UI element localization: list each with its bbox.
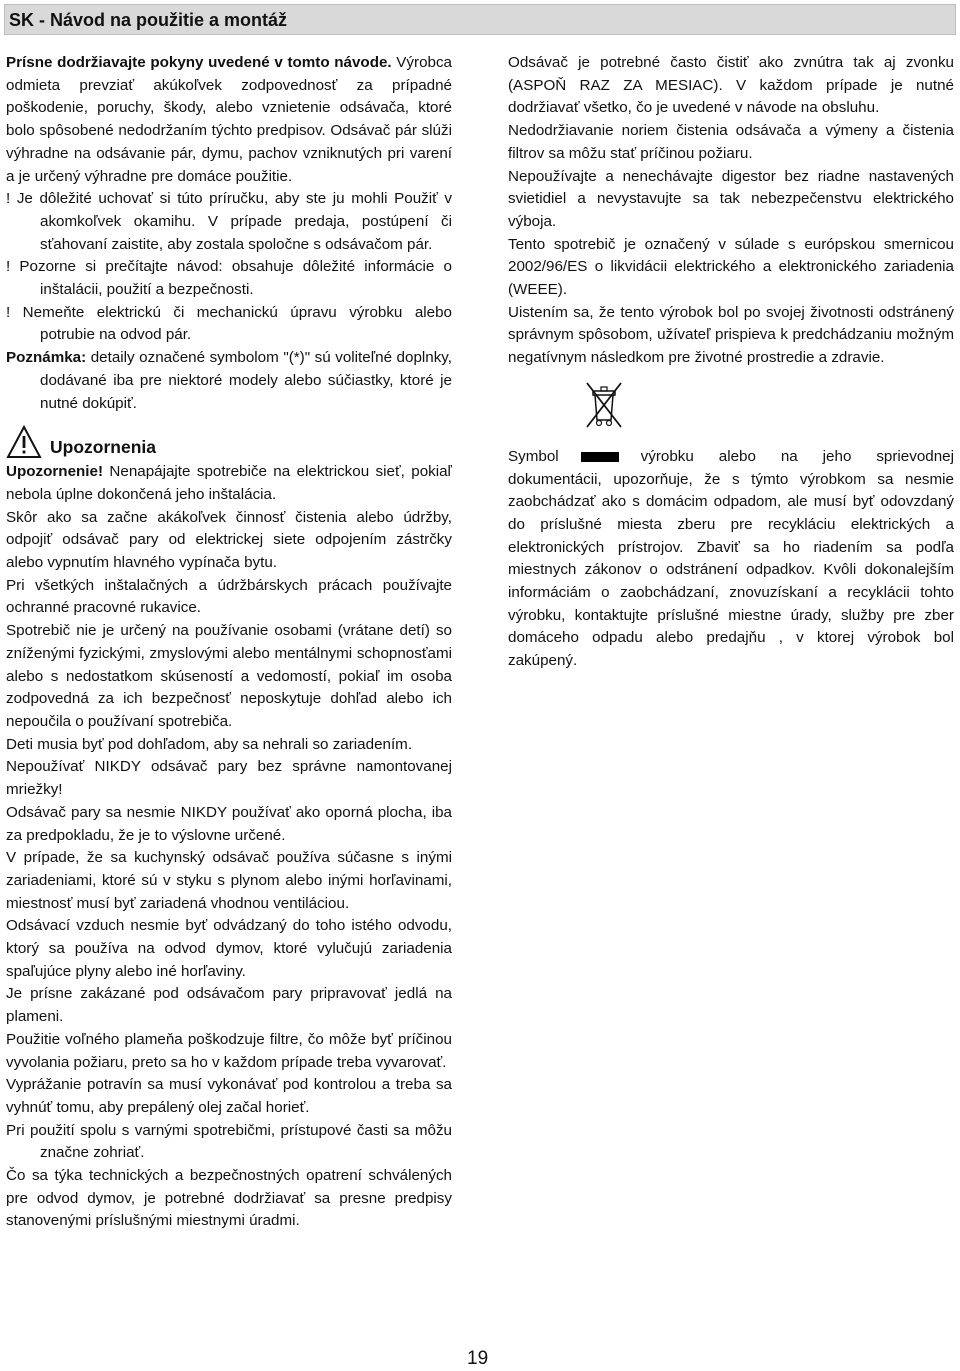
warning-paragraph: Čo sa týka technických a bezpečnostných opatrení schválených pre odvod dymov, je potrebné dodržiavať sa presne predpisy stanovenými príslušnými miestnymi úradmi. — [6, 1167, 452, 1230]
bullet-item: ! Pozorne si prečítajte návod: obsahuje dôležité informácie o inštalácii, použití a bezpečnosti. — [6, 258, 452, 299]
right-paragraph: Uistením sa, že tento výrobok bol po svojej životnosti odstránený správnym spôsobom, užívateľ prispieva k predchádzaniu možným negatívnym následkom pre životné prostredie a zdravie. — [508, 303, 954, 367]
warning-paragraph: V prípade, že sa kuchynský odsávač používa súčasne s inými zariadeniami, ktoré sú v styku s plynom alebo inými horľavinami, miestnosť musí byť zariadená vhodnou ventiláciou. — [6, 849, 452, 912]
warning-paragraph: Skôr ako sa začne akákoľvek činnosť čistenia alebo údržby, odpojiť odsávač pary od elektrickej siete odpojením zástrčky alebo vypnutím hlavného vypínača bytu. — [6, 508, 452, 572]
right-paragraph: Nepoužívajte a nenechávajte digestor bez riadne nastavených svietidiel a nevystavujte sa tak nebezpečenstvu elektrického výboja. — [508, 167, 954, 230]
page-header — [4, 4, 956, 35]
right-paragraph: Odsávač je potrebné často čistiť ako zvnútra tak aj zvonku (ASPOŇ RAZ ZA MESIAC). V každom prípade je nutné dodržiavať všetko, čo je uvedené v návode na obsluhu. — [508, 54, 954, 117]
left-column — [6, 52, 452, 1233]
warning-paragraph: Odsávací vzduch nesmie byť odvádzaný do toho istého odvodu, ktorý sa používa na odvod dymov, ktoré vylučujú zariadenia spaľujúce plyny alebo iné horľaviny. — [6, 917, 452, 980]
warning-paragraph: Použitie voľného plameňa poškodzuje filtre, čo môže byť príčinou vyvolania požiaru, preto sa ho v každom prípade treba vyvarovať. — [6, 1030, 452, 1071]
symbol-word: Symbol — [508, 447, 559, 465]
warning-paragraph: Nepoužívať NIKDY odsávač pary bez správne namontovanej mriežky! — [6, 758, 452, 799]
page-title: SK - Návod na použitie a montáž — [9, 10, 288, 30]
warning-paragraph: Je prísne zakázané pod odsávačom pary pripravovať jedlá na plameni. — [6, 985, 452, 1026]
right-paragraph: Tento spotrebič je označený v súlade s európskou smernicou 2002/96/ES o likvidácii elektrického a elektronického zariadenia (WEEE). — [508, 235, 954, 299]
warning-paragraph: Spotrebič nie je určený na používanie osobami (vrátane detí) so zníženými fyzickými, zmyslovými alebo mentálnymi schopnosťami alebo s nedostatkom skúseností a vedomostí, pokiaľ im osoba zodpovedná za ich bezpečnosť neposkytuje dohľad alebo ich nepoučila o používaní spotrebiča. — [6, 622, 452, 730]
note-paragraph — [6, 347, 452, 415]
warning-paragraph: Pri všetkých inštalačných a údržbárskych prácach používajte ochranné pracovné rukavice. — [6, 576, 452, 617]
right-column — [508, 52, 954, 673]
bullet-item: ! Nemeňte elektrickú či mechanickú úpravu výrobku alebo potrubie na odvod pár. — [6, 303, 452, 344]
warning-paragraph: Deti musia byť pod dohľadom, aby sa nehrali so zariadením. — [6, 735, 413, 753]
warnings-title: Upozornenia — [50, 437, 156, 458]
warning-lead-paragraph — [6, 461, 452, 506]
bullet-item: ! Je dôležité uchovať si túto príručku, aby ste ju mohli Použiť v akomkoľvek okamihu. V prípade predaja, postúpení či sťahovaní zaistite, aby zostala spoločne s odsávačom pár. — [6, 190, 452, 253]
note-label: Poznámka: — [6, 349, 87, 367]
note-text: detaily označené symbolom "(*)" sú voliteľné doplnky, dodávané iba pre niektoré modely alebo súčiastky, ktoré je nutné dokúpiť. — [40, 349, 452, 412]
black-bar-symbol — [581, 452, 619, 462]
warnings-heading — [6, 421, 452, 461]
intro-paragraph — [6, 52, 452, 188]
page-number: 19 — [467, 1348, 489, 1369]
warning-triangle-icon — [6, 425, 42, 459]
intro-bold: Prísne dodržiavajte pokyny uvedené v tomto návode. — [6, 54, 392, 71]
intro-rest: Výrobca odmieta prevziať akúkoľvek zodpovednosť za prípadné poškodenie, poruchy, škody, alebo vznietenie odsávača, ktoré bolo spôsobené nedodržaním týchto predpisov. — [6, 54, 453, 140]
warning-paragraph: Odsávač pary sa nesmie NIKDY používať ako oporná plocha, iba za predpokladu, že je to výslovne určené. — [6, 803, 452, 844]
warning-paragraph: Pri použití spolu s varnými spotrebičmi, prístupové časti sa môžu značne zohriať. — [6, 1121, 452, 1162]
symbol-paragraph — [508, 446, 954, 673]
intro-use: Odsávač pár slúži výhradne na odsávanie pár, dymu, pachov vzniknutých pri varení a je určený výhradne pre domáce použitie. — [6, 122, 452, 185]
warning-paragraph: Vyprážanie potravín sa musí vykonávať pod kontrolou a treba sa vyhnúť tomu, aby prepálený olej začal horieť. — [6, 1076, 452, 1116]
symbol-text: výrobku alebo na jeho sprievodnej dokumentácii, upozorňuje, že s týmto výrobkom sa nesmie zaobchádzať ako s domácim odpadom, ale musí byť odovzdaný do príslušné miesta zberu pre recykláciu elektrických a elektronických prístrojov. Zbaviť sa ho riadením sa podľa miestnych zákonov o odstránení odpadkov. Kvôli dokonalejším informáciám o zaobchádzaní, znovuzískaní a recyklácii tohto výrobku, kontaktujte príslušné miestne úrady, služby pre zber domáceho odpadu alebo predajňu , v ktorej výrobok bol zakúpený. — [508, 447, 954, 670]
warning-lead: Upozornenie! — [6, 463, 104, 481]
crossed-wheelie-bin-icon — [584, 380, 624, 430]
right-paragraph: Nedodržiavanie noriem čistenia odsávača a výmeny a čistenia filtrov sa môžu stať príčinou požiaru. — [508, 122, 954, 162]
warning-lead-rest: Nenapájajte spotrebiče na elektrickou sieť, pokiaľ nebola úplne dokončená jeho inštalácia. — [6, 463, 452, 503]
